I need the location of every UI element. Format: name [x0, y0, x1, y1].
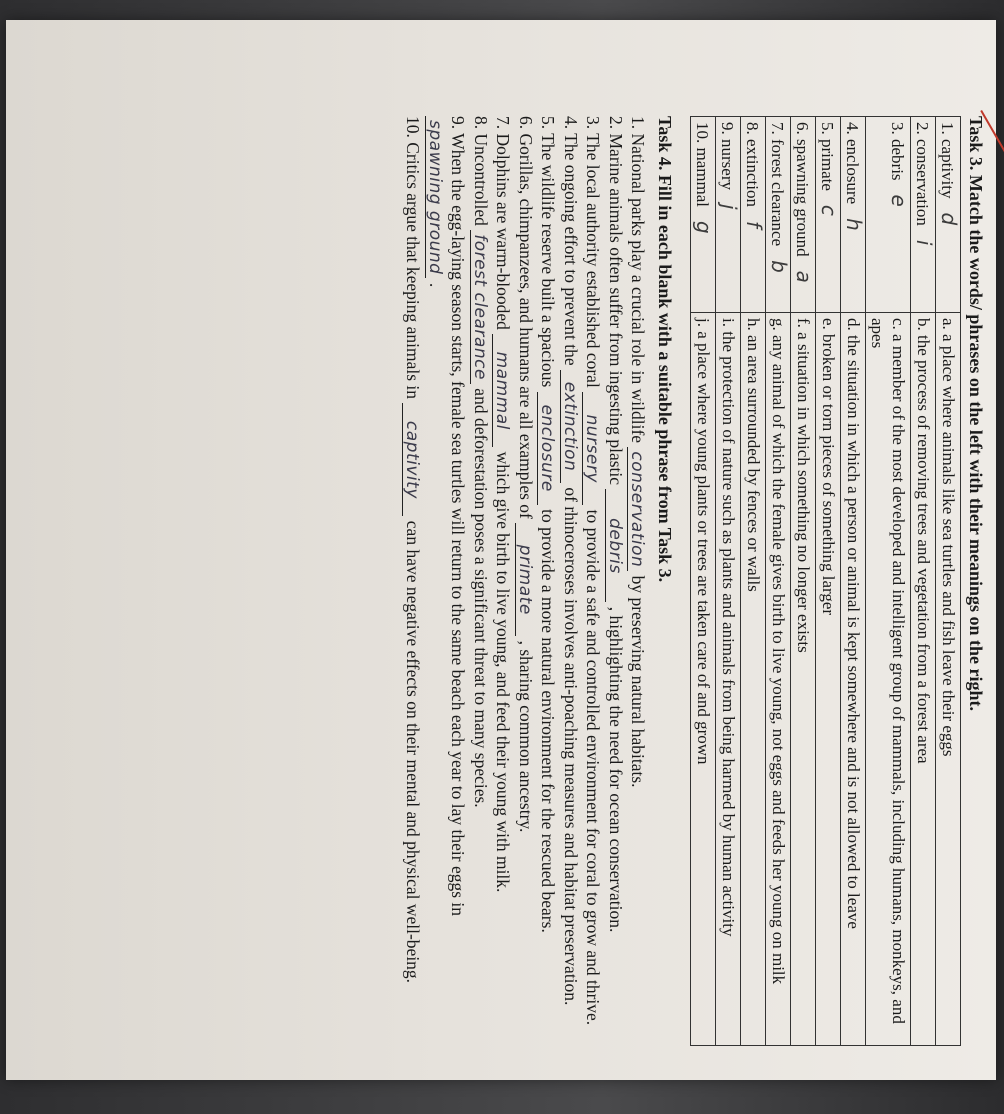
match-row: [716, 117, 741, 1046]
match-meaning: d. the situation in which a person or animal is kept somewhere and is not allowed to leave: [841, 313, 866, 1046]
match-word-cell: [766, 117, 791, 313]
match-word-cell: [841, 117, 866, 313]
match-word-cell: [791, 117, 816, 313]
fill-blank-item: [402, 116, 425, 1056]
sentence-after: of rhinoceroses involves anti-poaching measures and habitat preservation.: [561, 487, 581, 1006]
answer-blank[interactable]: mammal: [493, 334, 512, 447]
sentence-before: 4. The ongoing effort to prevent the: [561, 116, 581, 366]
match-meaning: e. broken or torn pieces of something larger: [816, 313, 841, 1046]
fill-blank-item: [560, 116, 583, 1056]
match-word-cell: [691, 117, 716, 313]
match-row: [691, 117, 716, 1046]
match-row: [866, 117, 911, 1046]
answer-blank[interactable]: conservation: [628, 447, 647, 571]
handwritten-answer: j: [717, 203, 741, 210]
sentence-after: , sharing common ancestry.: [516, 640, 536, 833]
fill-blank-item: [470, 116, 493, 1056]
match-row: [791, 117, 816, 1046]
task4-section: [402, 116, 676, 1056]
handwritten-answer: e: [887, 194, 911, 207]
answer-blank[interactable]: spawning ground: [425, 116, 444, 278]
fill-blank-item: [492, 116, 515, 1056]
match-word-cell: [911, 117, 936, 313]
match-word-cell: [716, 117, 741, 313]
sentence-before: 7. Dolphins are warm-blooded: [493, 116, 514, 330]
match-meaning: g. any animal of which the female gives birth to live young, not eggs and feeds her young on milk: [766, 313, 791, 1046]
match-word: 3. debris: [888, 122, 907, 181]
match-word: 8. extinction: [743, 122, 762, 207]
match-word: 9. nursery: [718, 122, 737, 190]
handwritten-answer: b: [767, 260, 791, 273]
worksheet-page: [6, 20, 996, 1080]
sentence-after: which give birth to live young, and feed their young with milk.: [493, 451, 514, 893]
match-row: [766, 117, 791, 1046]
match-meaning: b. the process of removing trees and vegetation from a forest area: [911, 313, 936, 1046]
match-word: 7. forest clearance: [768, 122, 787, 247]
match-word: 6. spawning ground: [793, 122, 812, 257]
handwritten-answer: h: [842, 218, 866, 231]
match-meaning: a. a place where animals like sea turtles and fish leave their eggs: [936, 313, 961, 1046]
sentence-before: 10. Critics argue that keeping animals in: [403, 116, 424, 400]
match-meaning: i. the protection of nature such as plants and animals from being harmed by human activity: [716, 313, 741, 1046]
sentence-before: 9. When the egg-laying season starts, female sea turtles will return to the same beach each year to lay their eggs in: [448, 116, 469, 917]
sentence-before: 5. The wildlife reserve built a spacious: [538, 116, 559, 388]
answer-blank[interactable]: forest clearance: [470, 230, 489, 384]
sentence-before: 6. Gorillas, chimpanzees, and humans are all examples of: [516, 116, 536, 519]
match-row: [741, 117, 766, 1046]
sentence-before: 2. Marine animals often suffer from ingesting plastic: [606, 116, 626, 486]
answer-blank[interactable]: extinction: [560, 370, 579, 483]
task3-title: Task 3. Match the words/ phrases on the left with their meanings on the right.: [966, 116, 986, 712]
match-meaning: f. a situation in which something no longer exists: [791, 313, 816, 1046]
match-word-cell: [936, 117, 961, 313]
task3-match-table: [690, 116, 961, 1046]
sentence-after: by preserving natural habitats.: [628, 575, 649, 788]
sentence-after: and deforestation poses a significant threat to many species.: [471, 388, 491, 808]
handwritten-answer: a: [792, 270, 816, 283]
sentence-after: can have negative effects on their mental and physical well-being.: [403, 520, 424, 984]
worksheet-content: [402, 116, 986, 1056]
fill-blank-item: [515, 116, 538, 1056]
sentence-before: 3. The local authority established coral: [583, 116, 604, 388]
match-word: 1. captivity: [938, 122, 957, 199]
sentence-after: , highlighting the need for ocean conservation.: [606, 606, 626, 933]
handwritten-answer: f: [742, 220, 766, 229]
match-word: 10. mammal: [693, 122, 712, 207]
handwritten-answer: d: [937, 212, 961, 226]
answer-blank[interactable]: nursery: [583, 392, 602, 505]
match-word: 5. primate: [818, 122, 837, 191]
match-word-cell: [816, 117, 841, 313]
match-word: 4. enclosure: [843, 122, 862, 205]
sentence-before: 8. Uncontrolled: [471, 116, 491, 226]
handwritten-answer: g: [692, 220, 716, 234]
match-word-cell: [866, 117, 911, 313]
answer-blank[interactable]: debris: [605, 489, 624, 602]
task4-title: Task 4. Fill in each blank with a suitable phrase from Task 3.: [655, 116, 675, 583]
match-word-cell: [741, 117, 766, 313]
fill-blank-item: [627, 116, 650, 1056]
handwritten-answer: c: [817, 204, 841, 216]
handwritten-answer: i: [912, 239, 936, 246]
answer-blank[interactable]: captivity: [403, 403, 422, 516]
match-row: [911, 117, 936, 1046]
match-row: [816, 117, 841, 1046]
fill-blank-item: [605, 116, 628, 1056]
fill-blank-item: [537, 116, 560, 1056]
answer-blank[interactable]: primate: [515, 523, 534, 636]
sentence-before: 1. National parks play a crucial role in wildlife: [628, 116, 649, 444]
fill-blank-item: [425, 116, 470, 1056]
match-word: 2. conservation: [913, 122, 932, 226]
sentence-after: to provide a more natural environment for the rescued bears.: [538, 509, 559, 933]
match-row: [841, 117, 866, 1046]
sentence-after: to provide a safe and controlled environment for coral to grow and thrive.: [583, 509, 604, 1026]
answer-blank[interactable]: enclosure: [538, 392, 557, 505]
match-meaning: c. a member of the most developed and intelligent group of mammals, including humans, monkeys, and apes: [866, 313, 911, 1046]
sentence-after: .: [426, 282, 446, 288]
match-row: [936, 117, 961, 1046]
match-meaning: h. an area surrounded by fences or walls: [741, 313, 766, 1046]
fill-blank-item: [582, 116, 605, 1056]
match-meaning: j. a place where young plants or trees are taken care of and grown: [691, 313, 716, 1046]
